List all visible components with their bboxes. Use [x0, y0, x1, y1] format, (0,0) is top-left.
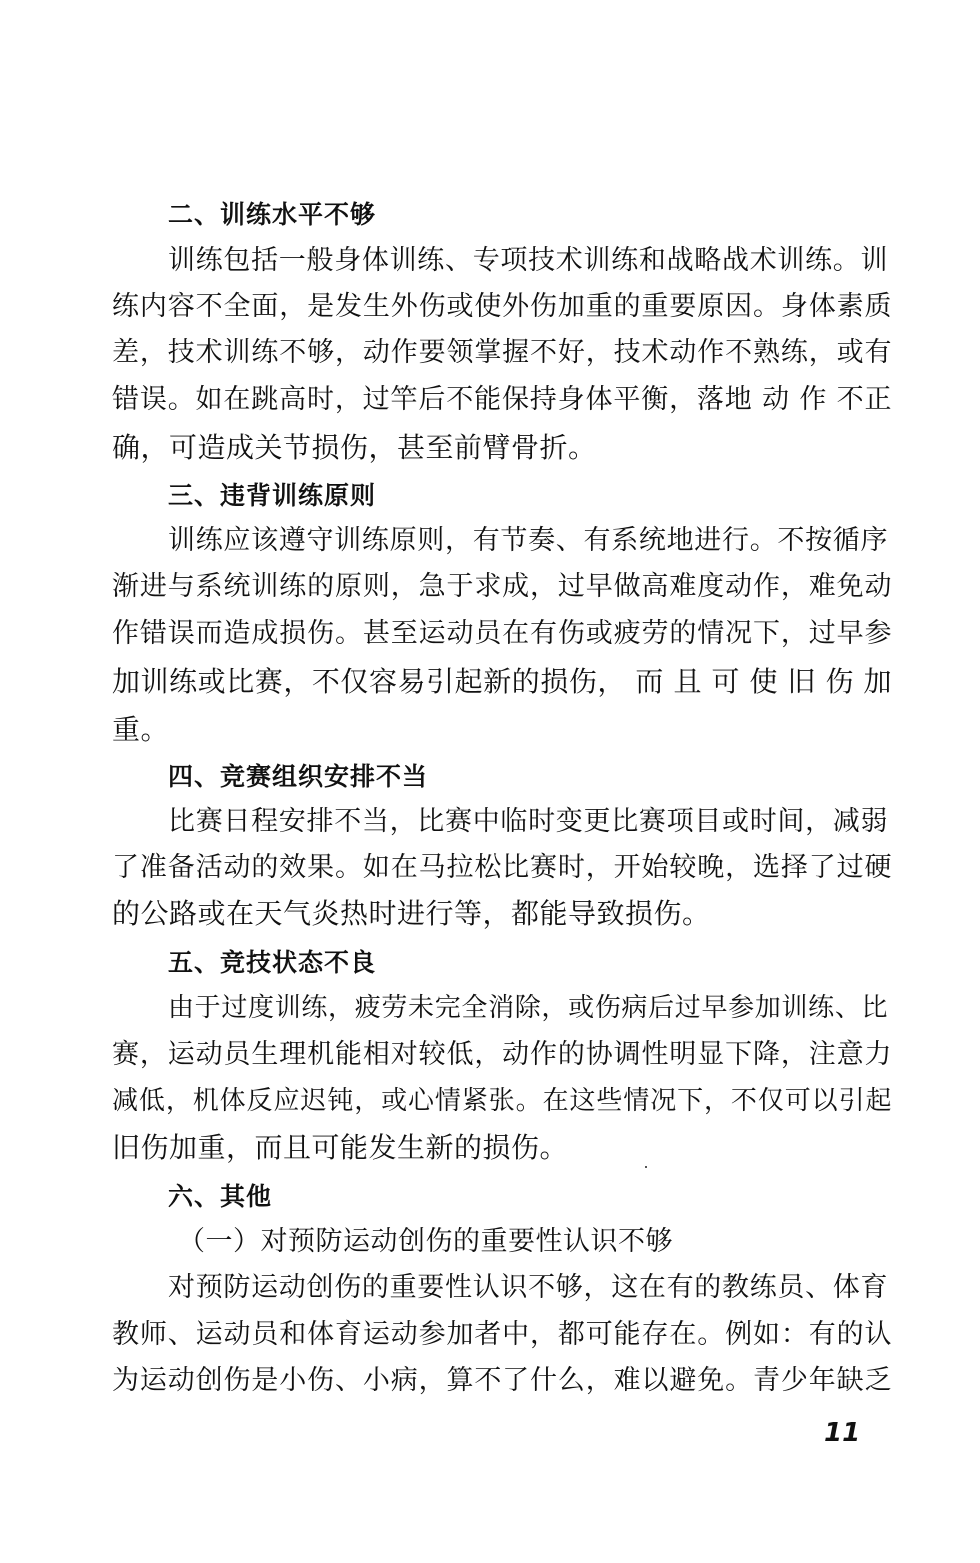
paragraph-line: 了准备活动的效果。如在马拉松比赛时，开始较晚，选择了过硬	[112, 852, 892, 883]
paragraph-line: 差，技术训练不够，动作要领掌握不好，技术动作不熟练，或有	[112, 337, 892, 368]
paragraph-line: 由于过度训练，疲劳未完全消除，或伤病后过早参加训练、比	[168, 993, 888, 1023]
paragraph-line: 重。	[112, 713, 170, 746]
section-heading: 二、训练水平不够	[168, 200, 377, 229]
section-heading: 五、竞技状态不良	[168, 948, 377, 977]
paragraph-line: 训练应该遵守训练原则，有节奏、有系统地进行。不按循序	[168, 525, 888, 556]
paragraph-line: 比赛日程安排不当，比赛中临时变更比赛项目或时间，减弱	[168, 806, 888, 837]
paragraph-line: 为运动创伤是小伤、小病，算不了什么，难以避免。青少年缺乏	[112, 1365, 892, 1396]
subsection-heading: （一）对预防运动创伤的重要性认识不够	[178, 1226, 673, 1257]
paragraph-line: 的公路或在天气炎热时进行等，都能导致损伤。	[112, 897, 711, 930]
paragraph-line: 确，可造成关节损伤，甚至前臂骨折。	[112, 431, 597, 464]
paragraph-line: 渐进与系统训练的原则，急于求成，过早做高难度动作，难免动	[112, 571, 892, 602]
section-heading: 四、竞赛组织安排不当	[168, 762, 429, 791]
paragraph-line: 训练包括一般身体训练、专项技术训练和战略战术训练。训	[168, 245, 888, 276]
paragraph-line: 减低，机体反应迟钝，或心情紧张。在这些情况下，不仅可以引起	[112, 1086, 892, 1116]
paragraph-line: 教师、运动员和体育运动参加者中，都可能存在。例如：有的认	[112, 1319, 892, 1350]
scan-speck	[645, 1166, 647, 1168]
section-heading: 三、违背训练原则	[168, 481, 377, 510]
page-number: 11	[824, 1418, 861, 1448]
paragraph-line: 练内容不全面，是发生外伤或使外伤加重的重要原因。身体素质	[112, 291, 892, 322]
paragraph-line: 赛，运动员生理机能相对较低，动作的协调性明显下降，注意力	[112, 1039, 892, 1070]
paragraph-line: 旧伤加重，而且可能发生新的损伤。	[112, 1131, 569, 1164]
paragraph-line: 错误。如在跳高时，过竿后不能保持身体平衡，落地 动 作 不正	[112, 384, 892, 415]
paragraph-line: 加训练或比赛，不仅容易引起新的损伤， 而 且 可 使 旧 伤 加	[112, 665, 892, 698]
section-heading: 六、其他	[168, 1182, 273, 1211]
paragraph-line: 对预防运动创伤的重要性认识不够，这在有的教练员、体育	[168, 1272, 888, 1303]
paragraph-line: 作错误而造成损伤。甚至运动员在有伤或疲劳的情况下，过早参	[112, 618, 892, 649]
